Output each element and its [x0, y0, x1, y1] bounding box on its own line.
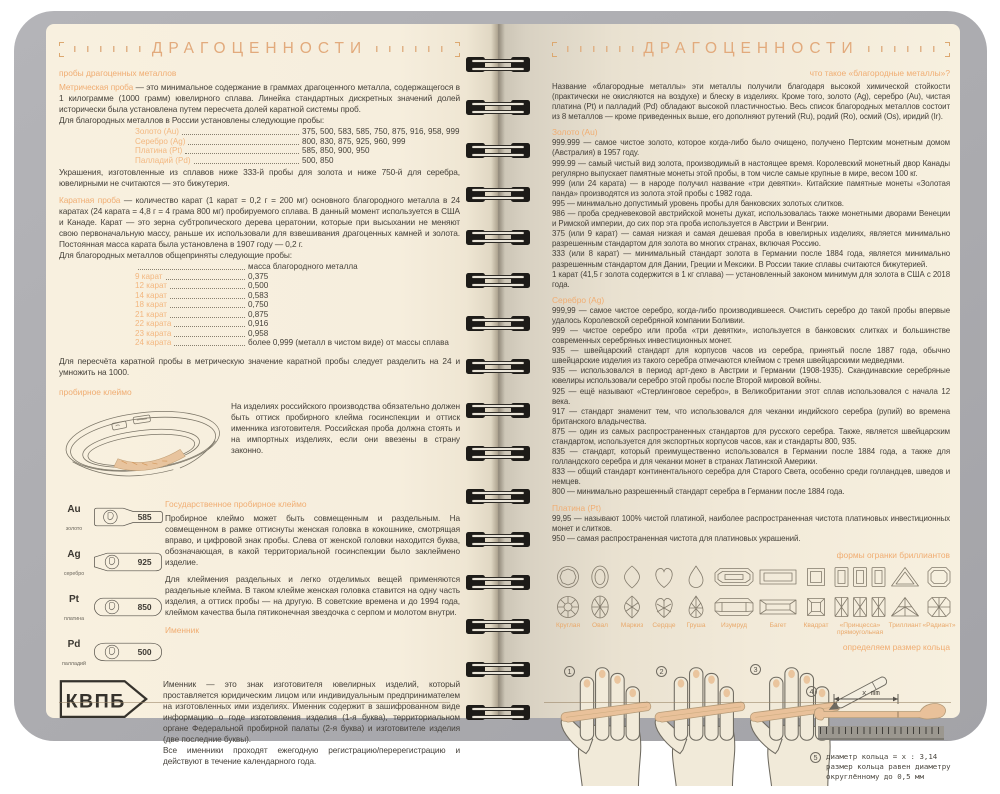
svg-text:585: 585	[137, 511, 152, 522]
header-bracket-left-icon	[59, 42, 65, 57]
cut-label: Квадрат	[803, 621, 829, 629]
cut-label: Триллиант	[888, 621, 922, 629]
binding-loop	[466, 705, 530, 720]
oval-cut-column	[584, 564, 616, 629]
left-page	[46, 24, 498, 766]
binding-loop	[466, 273, 530, 288]
cut-label: Изумруд	[721, 621, 747, 629]
probe-row: Платина (Pt) 585, 850, 900, 950	[135, 146, 370, 156]
dotted-leader	[174, 319, 245, 327]
binding-loop	[466, 100, 530, 115]
metal-probes-list	[59, 127, 460, 165]
hallmark-stamps-column	[59, 499, 165, 679]
dotted-leader	[166, 272, 245, 280]
section-heading-imennik: Именник	[165, 624, 200, 635]
right-footer-rule	[544, 702, 951, 703]
marquise-cut-faceted-icon	[616, 594, 648, 620]
cut-label: «Принцесса» прямоугольная	[836, 621, 884, 637]
probe-row: 23 карата 0,958	[135, 328, 269, 338]
binding-loop	[466, 230, 530, 245]
right-page-header	[552, 36, 950, 62]
cut-label: Круглая	[555, 621, 581, 629]
binding-loop	[466, 187, 530, 202]
heart-cut-icon	[648, 564, 680, 590]
strip-measure-figure	[809, 686, 950, 740]
platinum-heading: Платина (Pt)	[552, 502, 601, 513]
binding-loop	[466, 489, 530, 504]
trilliant-cut-faceted-icon	[888, 594, 922, 620]
right-page	[498, 24, 960, 781]
probe-row: Палладий (Pd) 500, 850	[135, 155, 334, 165]
palladium-hallmark-stamp: Pd палладий 500	[61, 634, 165, 670]
dotted-leader	[170, 300, 245, 308]
header-ticks-icon	[567, 46, 634, 52]
jewelry-note: Украшения, изготовленные из сплавов ниже 333-й пробы для золота и ниже 750-й для серебра, ювелирными не считаются — это бижутерия.	[59, 167, 460, 188]
square-cut-icon	[800, 564, 832, 590]
silver-items	[552, 306, 950, 498]
silver-stamp-icon	[91, 550, 165, 574]
baguette-cut-icon	[756, 564, 800, 590]
header-bracket-right-icon	[454, 42, 460, 57]
probe-row: 21 карат 0,875	[135, 309, 269, 319]
section-heading-noble-metals: что такое «благородные металлы»?	[809, 68, 950, 78]
dotted-leader	[170, 281, 245, 289]
dotted-leader	[188, 137, 299, 145]
probe-row: 12 карат 0,500	[135, 281, 269, 291]
svg-text:КВПБ: КВПБ	[65, 689, 126, 712]
list-item: 917 — стандарт знаменит тем, что использовался для чеканки индийского серебра (рупий) во времена британского владычества.	[552, 406, 950, 426]
carat-probe-paragraph: Каратная проба — количество карат (1 карат = 0,2 г = 200 мг) основного благородного металла в 24 каратах (24 карата = 4,8 г = 4 грама 800 мг) пробируемого сплава. В данный момент используется в США и Канаде. Карат — это зерна субтропического дерева цератонии, которые при высыхании не меняют свою первоначальную массу, раньше их использовали для взвешивания драгоценных камней и золота. Постоянная масса карата была установлена в 1907 году — 0,2 г.	[59, 195, 460, 249]
binding-loop	[466, 316, 530, 331]
header-ticks-icon	[868, 46, 935, 52]
binding-loop	[466, 575, 530, 590]
palladium-stamp-icon	[91, 640, 165, 664]
cut-label: Маркиз	[620, 621, 644, 629]
list-item: 835 — стандарт, который преимущественно использовался в Германии после 1884 года, а также для голландского серебра и для чеканки монет в странах Латинской Америки.	[552, 447, 950, 467]
left-page-header	[59, 36, 460, 62]
princess-cut-icon	[832, 564, 888, 590]
dotted-leader	[138, 262, 245, 270]
gold-heading: Золото (Au)	[552, 127, 598, 138]
platinum-items	[552, 514, 950, 544]
section-heading-state-hallmark: Государственное пробирное клеймо	[165, 498, 307, 509]
ruler-icon	[818, 726, 944, 740]
svg-text:925: 925	[137, 556, 152, 567]
header-bracket-right-icon	[944, 42, 950, 57]
step-4-badge: 4	[806, 686, 817, 697]
cut-label: Сердце	[652, 621, 676, 629]
section-heading-probes: пробы драгоценных металлов	[59, 68, 177, 78]
binding-loop	[466, 446, 530, 461]
formula-line-2: размер кольца равен диаметру	[826, 761, 951, 771]
carat-rows-list	[59, 262, 460, 348]
imennik-section	[59, 679, 460, 767]
section-heading-hallmark: пробирное клеймо	[59, 386, 132, 397]
baguette-cut-faceted-icon	[756, 594, 800, 620]
list-item: 986 — проба средневековой австрийской монеты дукат, использовалась также монетными дворами Венеции и Римской империи, до сих пор эта проба используется в Австрии и Венгрии.	[552, 209, 950, 229]
list-item: 999,99 — самое чистое серебро, когда-либо производившееся. Очистить серебро до такой пробы впервые удалось Королевской серебряной компании Боливии.	[552, 305, 950, 325]
cut-label: Груша	[686, 621, 706, 629]
diamond-cuts-grid	[552, 564, 956, 637]
list-item: 333 (или 8 карат) — минимальный стандарт золота в Германии после 1884 года, является минимально разрешенным стандартом для Дании, Греции и Мексики. В России такие сплавы считаются бижутерией.	[552, 249, 950, 269]
binding-loop	[466, 532, 530, 547]
list-item: 875 — один из самых распространенных стандартов для русского серебра. Также, является швейцарским стандартом, используется для экспортных корпусов часов, как и стандарты 800, 935.	[552, 426, 950, 446]
list-item: 935 — швейцарский стандарт для корпусов часов из серебра, принятый после 1887 года, обычно швейцарские изделия из такого серебра отмечаются клеймом с тремя швейцарскими медведями.	[552, 346, 950, 366]
gold-stamp-icon	[91, 505, 165, 529]
dotted-leader	[185, 146, 299, 154]
list-item: 999 (или 24 карата) — в народе получил название «три девятки». Китайские памятные монеты «Золотая панда» производятся из золота этой пробы с 1982 года.	[552, 178, 950, 198]
step-1-badge: 1	[564, 666, 575, 677]
probe-row: масса благородного металла	[135, 262, 460, 272]
paper-strip-icon	[810, 687, 950, 726]
hallmark-text: На изделиях российского производства обязательно должен быть оттиск пробирного клейма госинспекции и оттиск именника изготовителя. Российская проба должна стоять и на импортных изделиях, если они ввезены в страну законно.	[231, 400, 460, 455]
x-mm-label: x mm	[862, 687, 880, 697]
probe-row: 14 карат 0,583	[135, 290, 269, 300]
dotted-leader	[170, 291, 245, 299]
probe-row: 9 карат 0,375	[135, 271, 269, 281]
section-heading-diamond-cuts: формы огранки бриллиантов	[836, 549, 950, 560]
list-item: 833 — общий стандарт континентального серебра для Старого Света, особенно среди голландцев, шведов и немцев.	[552, 467, 950, 487]
left-footer-rule	[59, 702, 450, 703]
metric-probe-paragraph: Метрическая проба — это минимальное содержание в граммах драгоценного металла, содержащегося в 1 килограмме (1000 грамм) ювелирного сплава. Линейка стандартных дискретных значений долей исторически была установлена путем пересчета долей каратной системы проб.	[59, 82, 460, 114]
silver-hallmark-stamp: Ag серебро 925	[61, 544, 165, 580]
emerald-cut-column	[712, 564, 756, 629]
cut-label: «Радиант»	[922, 621, 956, 629]
pear-cut-column	[680, 564, 712, 629]
gold-items	[552, 138, 950, 289]
silver-heading: Серебро (Ag)	[552, 294, 605, 305]
cut-label: Багет	[769, 621, 787, 629]
ring-formula-block	[810, 752, 951, 782]
pear-cut-faceted-icon	[680, 594, 712, 620]
heart-cut-column	[648, 564, 680, 629]
binding-loop	[466, 57, 530, 72]
platinum-stamp-icon	[91, 595, 165, 619]
list-item: 999.99 — самый чистый вид золота, производимый в настоящее время. Королевский монетный двор Канады регулярно выпускает памятные монеты этой пробы, в том числе самые крупные в мире, весом 100 кг.	[552, 158, 950, 178]
header-ticks-icon	[74, 46, 143, 52]
cut-label: Овал	[591, 621, 609, 629]
marquise-cut-icon	[616, 564, 648, 590]
binding-loop	[466, 662, 530, 677]
header-ticks-icon	[376, 46, 445, 52]
princess-cut-faceted-icon	[832, 594, 888, 620]
imennik-stamp	[59, 679, 163, 767]
dotted-leader	[170, 310, 245, 318]
svg-text:500: 500	[137, 646, 152, 657]
list-item: 999 — чистое серебро или проба «три девятки», используется в банковских слитках и большинстве современных серебряных инвестиционных монет.	[552, 325, 950, 346]
metal-probes-intro: Для благородных металлов в России установлены следующие пробы:	[59, 115, 325, 125]
binding-loop	[466, 359, 530, 374]
list-item: 99,95 — называют 100% чистой платиной, наиболее распространенная чистота платиновых инвестиционных монет и слитков.	[552, 513, 950, 533]
noble-metals-text: Название «благородные металлы» эти металлы получили благодаря высокой химической стойкости (практически не окисляются на воздухе) и блеску в изделиях. Кроме того, золото (Ag), серебро (Au), чистая платина (Pt) и палладий (Pd) обладают высокой пластичностью. Весь список благородных металлов состоит из 8 металлов — кроме приведенных выше, его дополняют рутений (Ru), родий (Ro), осмий (Os), иридий (Ir).	[552, 82, 950, 122]
dotted-leader	[182, 127, 299, 135]
binding-loop	[466, 619, 530, 634]
carat-note: Для пересчёта каратной пробы в метрическую значение каратной пробы следует разделить на 24 и умножить на 1000.	[59, 355, 460, 377]
step-3-badge: 3	[750, 664, 761, 675]
list-item: 925 — ещё называют «Стерлинговое серебро», в Великобритании этот сплав использовался с начала 12 века.	[552, 386, 950, 406]
formula-line-1: диаметр кольца = x : 3,14	[826, 751, 938, 761]
list-item: 1 карат (41,5 г золота содержится в 1 кг сплава) — установленный законом минимум для золота в США с 2018 года.	[552, 269, 950, 289]
oval-cut-faceted-icon	[584, 594, 616, 620]
state-hallmark-par1: Пробирное клеймо может быть совмещенным и раздельным. На совмещенном в рамке оттиснуты женская головка в кокошнике, смотрящая вправо, и цифровой знак пробы. Слева от женской головки находится буква, обозначающая, в какой территориальной госинспекции было заклеймено изделие.	[165, 512, 460, 567]
probe-row: 18 карат 0,750	[135, 300, 269, 310]
list-item: 999.999 — самое чистое золото, которое когда-либо было очищено, получено Пертским монетным домом (Австралия) в 1957 году.	[552, 138, 950, 158]
section-heading-ring-size: определяем размер кольца	[842, 641, 950, 652]
dotted-leader	[194, 156, 299, 164]
radiant-cut-faceted-icon	[922, 594, 956, 620]
formula-line-3: округлённому до 0,5 мм	[826, 771, 924, 781]
state-hallmark-par2: Для клеймения раздельных и легко отделимых вещей применяются раздельные клейма. В таком клейме женская головка ставится на одну часть изделия, а оттиск пробы — на другую. В советские времена и до 1994 года, клеймом качества была пятиконечная звездочка с серпом и молотом внутри.	[165, 573, 460, 617]
list-item: 375 (или 9 карат) — самая низкая и самая дешевая проба в ювелирных изделиях, является минимально разрешенным стандартом для золота во многих странах, включая Россию.	[552, 229, 950, 249]
gold-hallmark-stamp: Au золото 585	[61, 499, 165, 535]
list-item: 800 — минимально разрешенный стандарт серебра в Германии после 1884 года.	[552, 487, 845, 497]
baguette-cut-column	[756, 564, 800, 629]
svg-text:850: 850	[137, 601, 152, 612]
probe-row: 22 карата 0,916	[135, 319, 269, 329]
hallmark-section	[59, 401, 460, 495]
emerald-cut-icon	[712, 564, 756, 590]
trilliant-cut-icon	[888, 564, 922, 590]
ring-size-diagram	[552, 656, 950, 794]
dotted-leader	[174, 338, 245, 346]
round-cut-icon	[552, 564, 584, 590]
list-item: 935 — использовался в период арт-деко в Австрии и Германии (1908-1935). Скандинавские серебряные ювелиры использовали серебро этой пробы после Второй мировой войны.	[552, 366, 950, 386]
carat-intro: Для благородных металлов общеприняты следующие пробы:	[59, 250, 292, 260]
round-cut-column	[552, 564, 584, 629]
round-cut-faceted-icon	[552, 594, 584, 620]
page-title: ДРАГОЦЕННОСТИ	[643, 40, 859, 57]
heart-cut-faceted-icon	[648, 594, 680, 620]
imennik-par1: Именник — это знак изготовителя ювелирных изделий, который проставляется юридическим лицом или индивидуальным предпринимателем на изготовленных ими изделиях. Именник содержит в зашифрованном виде информацию о годе изготовления изделия (1-я буква), территориальном органе Федеральной пробирной палаты (2-я буква) и изготовителе изделия (две последние буквы).	[163, 678, 460, 744]
oval-cut-icon	[584, 564, 616, 590]
header-bracket-left-icon	[552, 42, 558, 57]
binding-loop	[466, 403, 530, 418]
step-5-badge: 5	[810, 752, 821, 763]
square-cut-faceted-icon	[800, 594, 832, 620]
dotted-leader	[174, 329, 245, 337]
binding-loop	[466, 143, 530, 158]
radiant-cut-icon	[922, 564, 956, 590]
page-title: ДРАГОЦЕННОСТИ	[151, 40, 368, 57]
ring-illustration	[59, 401, 231, 495]
list-item: 950 — самая распространенная чистота для платиновых украшений.	[552, 533, 801, 543]
state-hallmark-section	[59, 499, 460, 679]
marquise-cut-column	[616, 564, 648, 629]
square-cut-column	[800, 564, 832, 629]
pear-cut-icon	[680, 564, 712, 590]
probe-row: 24 карата более 0,999 (металл в чистом виде) от массы сплава	[135, 338, 449, 348]
princess-cut-column	[832, 564, 888, 637]
probe-row: Серебро (Ag) 800, 830, 875, 925, 960, 999	[135, 136, 406, 146]
platinum-hallmark-stamp: Pt платина 850	[61, 589, 165, 625]
list-item: 995 — минимально допустимый уровень пробы для банковских золотых слитков.	[552, 198, 844, 208]
imennik-par2: Все именники проходят ежегодную регистрацию/перерегистрацию и действуют в течение календарного года.	[163, 744, 460, 766]
radiant-cut-column	[922, 564, 956, 629]
imennik-stamp-icon	[59, 679, 149, 719]
emerald-cut-faceted-icon	[712, 594, 756, 620]
trilliant-cut-column	[888, 564, 922, 629]
step-2-badge: 2	[656, 666, 667, 677]
probe-row: Золото (Au) 375, 500, 583, 585, 750, 875, 916, 958, 999	[135, 127, 460, 137]
